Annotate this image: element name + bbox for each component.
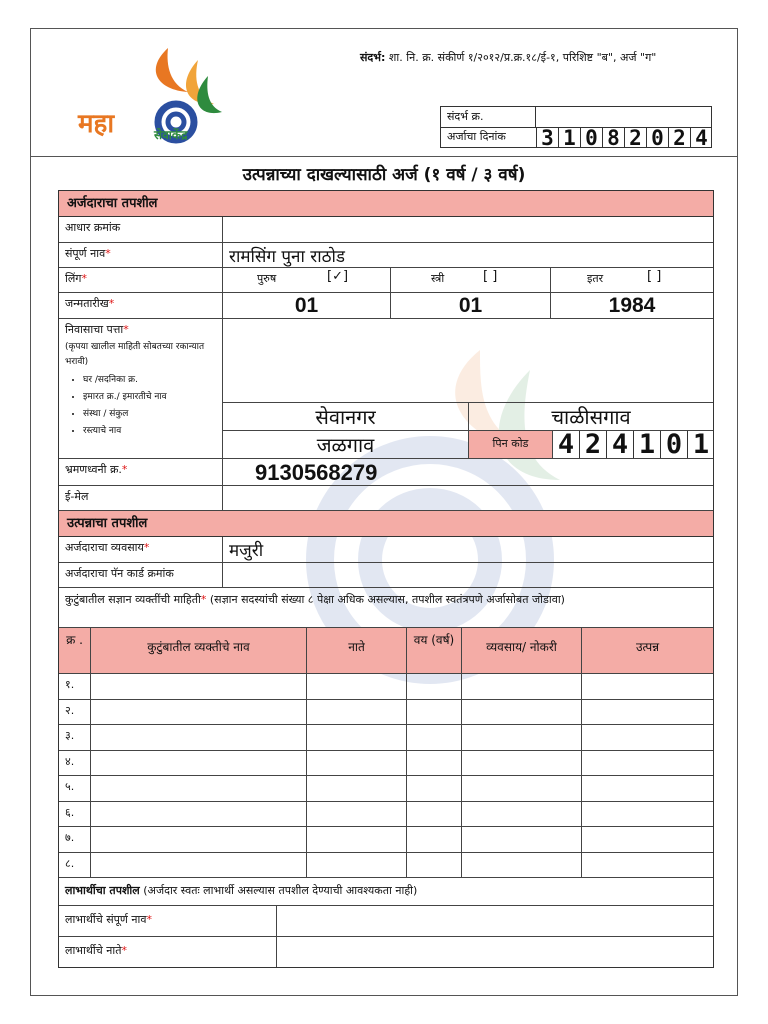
date-digit: 4 (690, 127, 712, 147)
family-row-cell[interactable] (307, 776, 407, 802)
gender-female-label: स्त्री (431, 272, 445, 285)
family-row-cell[interactable] (307, 700, 407, 726)
ref-no-row (441, 107, 711, 128)
list-item: • रस्त्याचे नाव (83, 423, 216, 440)
maha-seva-kendra-logo (48, 40, 238, 150)
beneficiary-relation-field[interactable] (277, 937, 713, 967)
pin-digit: 0 (660, 431, 687, 458)
family-row-cell[interactable] (462, 853, 582, 879)
family-row-cell[interactable] (462, 827, 582, 853)
family-row-cell[interactable] (91, 674, 307, 700)
family-row-cell[interactable] (582, 751, 713, 777)
logo-flame-icon (48, 40, 238, 150)
pin-digit: 4 (606, 431, 633, 458)
address-label: निवासाचा पत्ता (65, 323, 124, 336)
address-district-field[interactable]: जळगाव (223, 431, 469, 459)
family-row-cell[interactable] (91, 700, 307, 726)
fullname-field[interactable]: रामसिंग पुना राठोड (223, 243, 713, 268)
list-item: • इमारत क्र./ इमारतीचे नाव (83, 389, 216, 406)
pin-digit: 1 (687, 431, 713, 458)
address-area-field[interactable]: सेवानगर (223, 403, 469, 431)
date-digit: 0 (646, 127, 668, 147)
reference-line (360, 50, 656, 65)
list-item: • संस्था / संकुल (83, 406, 216, 423)
beneficiary-name-field[interactable] (277, 906, 713, 937)
address-note: (कृपया खालील माहिती सोबतच्या रकान्यात भरावी) (65, 342, 205, 367)
email-label: ई-मेल (59, 486, 223, 511)
col-relation-header: नाते (307, 628, 407, 674)
gender-label: लिंग* (59, 268, 223, 293)
gender-male-option[interactable] (223, 268, 391, 293)
family-row-cell[interactable] (407, 776, 462, 802)
date-digit: 2 (624, 127, 646, 147)
family-row-cell[interactable] (307, 853, 407, 879)
gender-male-label: पुरुष (257, 272, 277, 285)
family-row-cell[interactable] (307, 827, 407, 853)
gender-other-label: इतर (587, 272, 604, 285)
pin-digit: 2 (579, 431, 606, 458)
app-date-field[interactable] (536, 126, 712, 150)
family-row-cell[interactable] (407, 751, 462, 777)
fullname-label: संपूर्ण नाव* (59, 243, 223, 268)
col-sr-header: क्र . (59, 628, 91, 674)
aadhaar-field[interactable] (223, 217, 713, 243)
family-row-cell[interactable] (582, 776, 713, 802)
ref-no-label: संदर्भ क्र. (447, 110, 484, 123)
family-row-number: १. (59, 674, 91, 700)
occupation-field[interactable]: मजुरी (223, 537, 713, 563)
col-age-header: वय (वर्ष) (407, 628, 462, 674)
family-row-cell[interactable] (462, 700, 582, 726)
family-row-cell[interactable] (407, 674, 462, 700)
dob-label: जन्मतारीख* (59, 293, 223, 319)
date-digit: 2 (668, 127, 690, 147)
family-row-cell[interactable] (582, 802, 713, 828)
beneficiary-relation-label: लाभार्थीचे नाते* (59, 937, 277, 967)
family-row-cell[interactable] (582, 700, 713, 726)
family-row-cell[interactable] (582, 827, 713, 853)
logo-text-sub: सेवाकेंद्र (154, 128, 188, 142)
beneficiary-header (59, 878, 713, 906)
family-row-cell[interactable] (462, 674, 582, 700)
family-row-number: ५. (59, 776, 91, 802)
dob-month-field[interactable]: 01 (391, 293, 551, 319)
beneficiary-note: (अर्जदार स्वतः लाभार्थी असल्यास तपशील देण्याची आवश्यकता नाही) (143, 884, 418, 897)
family-row-number: ७. (59, 827, 91, 853)
pin-digit: 4 (553, 431, 579, 458)
list-item: • घर /सदनिका क्र. (83, 372, 216, 389)
gender-male-checkbox[interactable]: [✓] (327, 269, 349, 284)
family-row-cell[interactable] (307, 802, 407, 828)
family-row-cell[interactable] (407, 700, 462, 726)
pin-label: पिन कोड (469, 431, 553, 459)
col-occupation-header: व्यवसाय/ नोकरी (462, 628, 582, 674)
family-row-cell[interactable] (91, 725, 307, 751)
date-digit: 1 (558, 127, 580, 147)
form-title: उत्पन्नाच्या दाखल्यासाठी अर्ज (१ वर्ष / ३ वर्ष) (242, 165, 526, 185)
reference-text: शा. नि. क्र. संकीर्ण १/२०१२/प्र.क्र.१८/ई-१, परिशिष्ट "ब", अर्ज "ग" (388, 51, 657, 64)
app-date-row (441, 126, 711, 150)
address-city-field[interactable]: चाळीसगाव (469, 403, 713, 431)
header-divider (30, 156, 738, 157)
family-row-number: ३. (59, 725, 91, 751)
gender-female-checkbox[interactable]: [ ] (483, 269, 498, 284)
pan-field[interactable] (223, 563, 713, 588)
income-section-header: उत्पन्नाचा तपशील (59, 511, 713, 537)
reference-label: संदर्भ: (360, 51, 386, 64)
family-row-cell[interactable] (582, 725, 713, 751)
aadhaar-label: आधार क्रमांक (59, 217, 223, 243)
email-field[interactable] (223, 486, 713, 511)
gender-other-checkbox[interactable]: [ ] (647, 269, 662, 284)
mobile-field[interactable]: 9130568279 (223, 459, 713, 486)
app-date-label: अर्जाचा दिनांक (447, 130, 506, 143)
family-row-cell[interactable] (307, 751, 407, 777)
application-form-table (58, 190, 714, 968)
reference-box (440, 106, 712, 148)
family-row-cell[interactable] (307, 725, 407, 751)
col-name-header: कुटुंबातील व्यक्तीचे नाव (91, 628, 307, 674)
family-row-number: २. (59, 700, 91, 726)
family-row-cell[interactable] (462, 776, 582, 802)
pin-digit: 1 (633, 431, 660, 458)
col-income-header: उत्पन्न (582, 628, 713, 674)
family-row-cell[interactable] (407, 725, 462, 751)
beneficiary-name-label: लाभार्थीचे संपूर्ण नाव* (59, 906, 277, 937)
family-info-note: (सज्ञान सदस्यांची संख्या ८ पेक्षा अधिक असल्यास, तपशील स्वतंत्रपणे अर्जासोबत जोडावा) (209, 593, 565, 606)
address-items-list (65, 372, 216, 440)
date-digit: 8 (602, 127, 624, 147)
beneficiary-title: लाभार्थीचा तपशील (65, 884, 140, 897)
gender-other-option[interactable] (551, 268, 713, 293)
family-row-cell[interactable] (91, 776, 307, 802)
address-label-cell: निवासाचा पत्ता* (कृपया खालील माहिती सोबतच्या रकान्यात भरावी) • घर /सदनिका क्र. • इमारत क्र./ इमारतीचे नाव • संस्था / संकुल • रस्त्याचे नाव (59, 319, 223, 459)
family-row-cell[interactable] (91, 827, 307, 853)
family-row-number: ४. (59, 751, 91, 777)
family-row-number: ६. (59, 802, 91, 828)
family-info-label: कुटुंबातील सज्ञान व्यक्तींची माहिती* (सज्ञान सदस्यांची संख्या ८ पेक्षा अधिक असल्यास, तपशील स्वतंत्रपणे अर्जासोबत जोडावा) (59, 588, 713, 628)
family-row-cell[interactable] (91, 853, 307, 879)
dob-day-field[interactable]: 01 (223, 293, 391, 319)
address-house-field[interactable] (223, 319, 713, 403)
family-row-cell[interactable] (462, 751, 582, 777)
family-row-cell[interactable] (462, 725, 582, 751)
family-row-cell[interactable] (407, 802, 462, 828)
family-row-cell[interactable] (91, 751, 307, 777)
family-row-cell[interactable] (91, 802, 307, 828)
logo-text-main: महा (78, 109, 115, 139)
date-digit: 0 (580, 127, 602, 147)
family-row-cell[interactable] (407, 827, 462, 853)
applicant-section-header: अर्जदाराचा तपशील (59, 191, 713, 217)
family-row-number: ८. (59, 853, 91, 879)
family-row-cell[interactable] (582, 853, 713, 879)
family-row-cell[interactable] (462, 802, 582, 828)
mobile-label: भ्रमणध्वनी क्र.* (59, 459, 223, 486)
date-digit: 3 (536, 127, 558, 147)
dob-year-field[interactable]: 1984 (551, 293, 713, 319)
gender-female-option[interactable] (391, 268, 551, 293)
pin-field[interactable] (553, 431, 713, 459)
family-row-cell[interactable] (307, 674, 407, 700)
occupation-label: अर्जदाराचा व्यवसाय* (59, 537, 223, 563)
family-row-cell[interactable] (407, 853, 462, 879)
family-row-cell[interactable] (582, 674, 713, 700)
pan-label: अर्जदाराचा पॅन कार्ड क्रमांक (59, 563, 223, 588)
